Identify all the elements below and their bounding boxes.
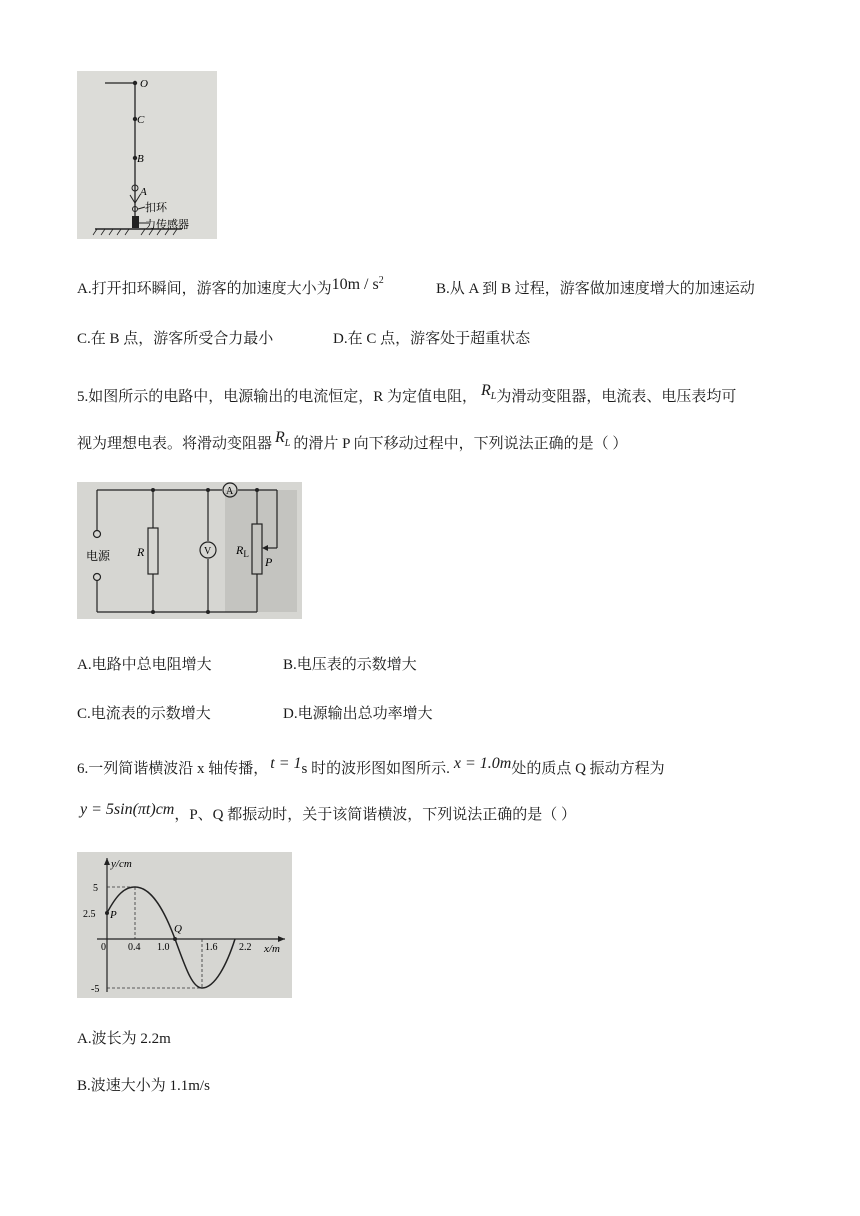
label-q: Q bbox=[174, 923, 182, 935]
label-sensor: 力传感器 bbox=[145, 219, 189, 231]
q6-stem-line2: y = 5sin(πt)cm，P、Q 都振动时，关于该简谐横波，下列说法正确的是（ ） bbox=[80, 801, 577, 823]
q6-option-b: B.波速大小为 1.1m/s bbox=[77, 1078, 210, 1094]
q6-option-a: A.波长为 2.2m bbox=[77, 1031, 171, 1047]
q6-stem-line1: 6.一列简谐横波沿 x 轴传播， t = 1s 时的波形图如图所示. x = 1.0m处的质点 Q 振动方程为 bbox=[77, 755, 665, 777]
q5-option-d: D.电源输出总功率增大 bbox=[283, 706, 433, 722]
label-r: R bbox=[137, 545, 145, 559]
q4-option-d: D.在 C 点，游客处于超重状态 bbox=[333, 331, 531, 347]
q5-stem-line1: 5.如图所示的电路中，电源输出的电流恒定，R 为定值电阻， $R_L$为滑动变阻器，电流表、电压表均可 bbox=[77, 382, 737, 405]
q4-option-a: A.打开扣环瞬间，游客的加速度大小为$10m / s^2$ bbox=[77, 275, 384, 297]
tick-x-0-4: 0.4 bbox=[128, 942, 141, 953]
label-rl: $R_L$ bbox=[236, 543, 249, 559]
tick-x-1-6: 1.6 bbox=[205, 942, 218, 953]
q4-option-c: C.在 B 点，游客所受合力最小 bbox=[77, 331, 274, 347]
tick-y-5: 5 bbox=[93, 883, 98, 894]
tick-y-neg5: -5 bbox=[91, 984, 100, 995]
label-source: 电源 bbox=[86, 549, 111, 563]
label-p: P bbox=[110, 909, 117, 921]
figure-circuit bbox=[77, 482, 302, 619]
figure-wave-graph bbox=[77, 852, 292, 998]
label-ring: 扣环 bbox=[145, 202, 167, 214]
q5-option-b: B.电压表的示数增大 bbox=[283, 657, 417, 673]
x-axis-label: x/m bbox=[264, 943, 280, 955]
label-o: O bbox=[140, 78, 148, 90]
tick-x-2-2: 2.2 bbox=[239, 942, 252, 953]
q5-option-a: A.电路中总电阻增大 bbox=[77, 657, 212, 673]
y-axis-label: y/cm bbox=[111, 858, 132, 870]
q5-option-c: C.电流表的示数增大 bbox=[77, 706, 211, 722]
tick-x-1-0: 1.0 bbox=[157, 942, 170, 953]
label-p: P bbox=[265, 555, 273, 569]
label-b: B bbox=[137, 153, 144, 165]
q4-option-b: B.从 A 到 B 过程，游客做加速度增大的加速运动 bbox=[436, 281, 755, 297]
tick-y-2-5: 2.5 bbox=[83, 909, 96, 920]
q5-stem-line2: 视为理想电表。将滑动变阻器 $R_L$ 的滑片 P 向下移动过程中，下列说法正确的是（ ） bbox=[77, 429, 628, 452]
voltmeter-label: V bbox=[204, 546, 212, 557]
tick-x-0: 0 bbox=[101, 942, 106, 953]
ammeter-label: A bbox=[226, 486, 234, 497]
figure-drop-tower bbox=[77, 71, 217, 239]
label-a: A bbox=[140, 186, 147, 198]
label-c: C bbox=[137, 114, 145, 126]
